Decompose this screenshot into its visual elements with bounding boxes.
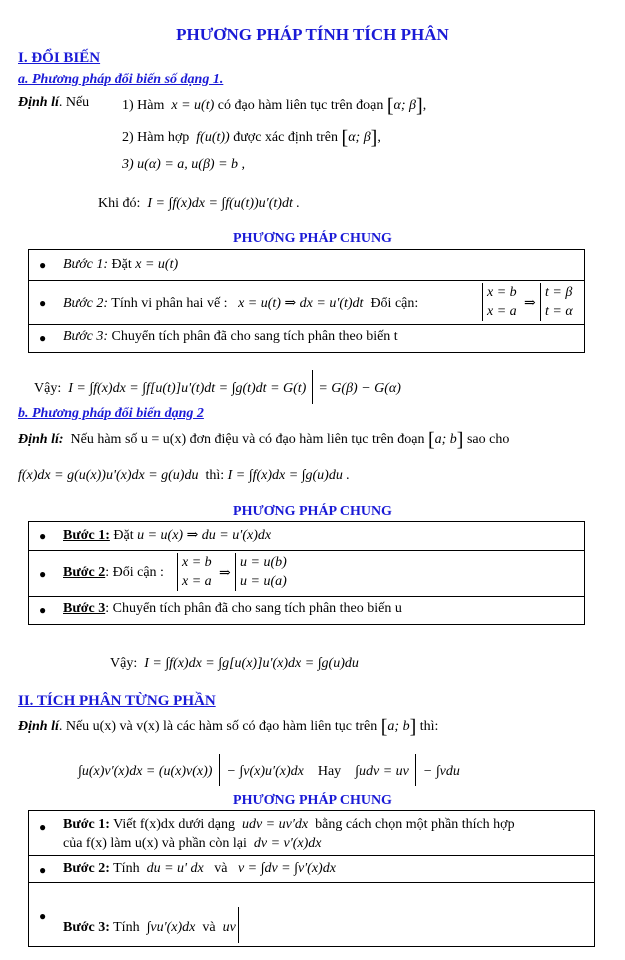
result-b: Vậy: I = ∫f(x)dx = ∫g[u(x)]u'(x)dx = ∫g(u)du bbox=[110, 656, 359, 671]
step-row: ● Bước 2: Tính vi phân hai vế : x = u(t) ⇒ dx = u'(t)dt Đổi cận: x = b x = a ⇒ t = β t = α bbox=[29, 280, 584, 325]
condition-1: 1) Hàm x = u(t) có đạo hàm liên tục trên đoạn [α; β], bbox=[122, 95, 427, 117]
result-a: Vậy: I = ∫f(x)dx = ∫f[u(t)]u'(t)dt = ∫g(t)dt = G(t) = G(β) − G(α) bbox=[34, 370, 401, 404]
step-row: ● Bước 2: Tính du = u' dx và v = ∫dv = ∫v'(x)dx bbox=[29, 855, 594, 883]
bullet-icon: ● bbox=[39, 909, 47, 923]
bullet-icon: ● bbox=[39, 567, 47, 581]
method-heading-2: PHƯƠNG PHÁP CHUNG bbox=[233, 793, 392, 808]
bullet-icon: ● bbox=[39, 529, 47, 543]
definition-2: Định lí. Nếu u(x) và v(x) là các hàm số có đạo hàm liên tục trên [a; b] thì: bbox=[18, 716, 439, 738]
definition-b-line1: Định lí: Nếu hàm số u = u(x) đơn điệu và có đạo hàm liên tục trên đoạn [a; b] sao cho bbox=[18, 429, 510, 451]
condition-2: 2) Hàm hợp f(u(t)) được xác định trên [α; β], bbox=[122, 127, 381, 149]
bullet-icon: ● bbox=[39, 820, 47, 834]
page-title: PHƯƠNG PHÁP TÍNH TÍCH PHÂN bbox=[176, 25, 449, 44]
step-row: ● Bước 3: Chuyển tích phân đã cho sang tích phân theo biến u bbox=[39, 601, 402, 617]
bullet-icon: ● bbox=[39, 603, 47, 617]
subsection-a-heading: a. Phương pháp đổi biến số dạng 1. bbox=[18, 72, 224, 87]
section1-heading: I. ĐỔI BIẾN bbox=[18, 50, 101, 66]
limits-x: x = b x = a bbox=[177, 553, 212, 591]
step-row: ● Bước 1: Viết f(x)dx dưới dạng udv = uv′dx bằng cách chọn một phần thích hợp của f(x) làm u(x) và phần còn lại dv = v'(x)dx bbox=[39, 817, 515, 851]
method-box-b bbox=[28, 521, 585, 625]
method-heading-b: PHƯƠNG PHÁP CHUNG bbox=[233, 504, 392, 519]
step-row: ● Bước 2: Đổi cận : x = b x = a ⇒ u = u(b) u = u(a) bbox=[29, 550, 584, 597]
then-formula: Khi đó: I = ∫f(x)dx = ∫f(u(t))u′(t)dt . bbox=[98, 196, 300, 211]
section2-heading: II. TÍCH PHÂN TỪNG PHẦN bbox=[18, 693, 216, 709]
definition-a-line1: Định lí. Nếu bbox=[18, 95, 90, 110]
limits-t: t = β t = α bbox=[540, 283, 573, 321]
bullet-icon: ● bbox=[39, 863, 47, 877]
bullet-icon: ● bbox=[39, 296, 47, 310]
bullet-icon: ● bbox=[39, 331, 47, 345]
limits-x: x = b x = a bbox=[482, 283, 517, 321]
parts-formula: ∫u(x)v′(x)dx = (u(x)v(x)) − ∫v(x)u′(x)dx Hay ∫udv = uv − ∫vdu bbox=[78, 754, 460, 786]
subsection-b-heading: b. Phương pháp đổi biến dạng 2 bbox=[18, 406, 204, 421]
condition-3: 3) u(α) = a, u(β) = b , bbox=[122, 157, 246, 172]
limits-u: u = u(b) u = u(a) bbox=[235, 553, 287, 591]
definition-b-line2: f(x)dx = g(u(x))u'(x)dx = g(u)du thì: I = ∫f(x)dx = ∫g(u)du . bbox=[18, 468, 350, 483]
method-heading-a: PHƯƠNG PHÁP CHUNG bbox=[233, 231, 392, 246]
step-row: ● Bước 3: Chuyển tích phân đã cho sang tích phân theo biến t bbox=[39, 329, 398, 345]
bullet-icon: ● bbox=[39, 258, 47, 272]
step-row: ● Bước 1: Đặt u = u(x) ⇒ du = u′(x)dx bbox=[29, 522, 584, 551]
step-row: ● Bước 3: Tính ∫vu'(x)dx và uv bbox=[29, 882, 594, 946]
method-box-2 bbox=[28, 810, 595, 947]
method-box-a bbox=[28, 249, 585, 353]
step-row: ● Bước 1: Đặt x = u(t) bbox=[29, 250, 584, 281]
